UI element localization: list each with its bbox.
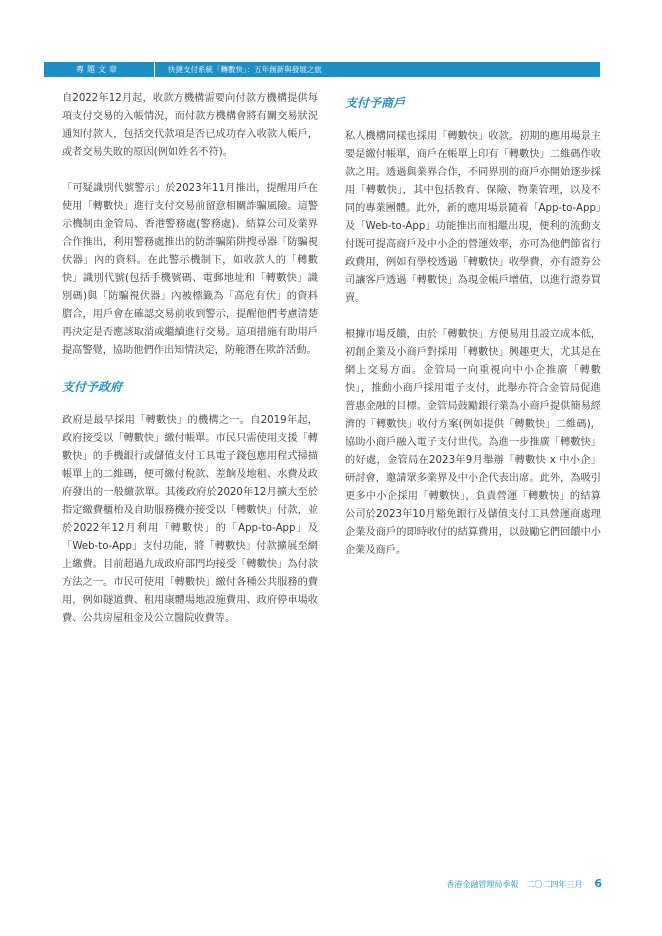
header-article-title: 快捷支付系統「轉數快」：五年創新與發展之旅: [168, 65, 322, 74]
paragraph-suspicious-proxy-alert: 「可疑識別代號警示」於2023年11月推出，提醒用戶在使用「轉數快」進行支付交易前留意相關詐騙風險。這警示機制由金管局、香港警務處(警務處)、結算公司及業界合作推出，利用警務處推出的防詐騙陷阱搜尋器「防騙視伏器」內的資料。在此警示機制下，如收款人的「轉數快」識別代號(包括手機號碼、電郵地址和「轉數快」識別碼)與「防騙視伏器」內被標籤為「高危有伏」的資料脗合，用戶會在確認交易前收到警示，提醒他們考慮清楚再決定是否應該取消或繼續進行交易。這項措施有助用戶提高警覺，協助他們作出知情決定，防範潛在欺詐活動。: [62, 183, 318, 356]
paragraph-government-payments: 政府是最早採用「轉數快」的機構之一。自2019年起，政府接受以「轉數快」繳付帳單。市民只需使用支援「轉數快」的手機銀行或儲值支付工具電子錢包應用程式掃描帳單上的二維碼，便可繳付稅款、差餉及地租、水費及政府發出的一般繳款單。其後政府於2020年12月擴大至於指定繳費櫃枱及自助服務機亦接受以「轉數快」付款，並於2022年12月利用「轉數快」的「App-to-App」及「Web-to-App」支付功能，將「轉數快」付款擴展至網上繳費。目前超過九成政府部門均接受「轉數快」為付款方法之一。市民可使用「轉數快」繳付各種公共服務的費用，例如隧道費、租用康體場地設施費用、政府停車場收費、公共房屋租金及公立醫院收費等。: [62, 415, 318, 624]
paragraph-merchant-adoption: 私人機構同樣也採用「轉數快」收款。初期的應用場景主要是繳付帳單，商戶在帳單上印有「轉數快」二維碼作收款之用。透過與業界合作，不同界別的商戶亦開始逐步採用「轉數快」，其中包括教育、保險、物業管理，以及不同的專業團體。此外，新的應用場景隨着「App-to-App」及「Web-to-App」功能推出而相繼出現，便利的流動支付既可提高商戶及中小企的營運效率，亦可為他們節省行政費用，例如有學校透過「轉數快」收學費，亦有證券公司讓客戶透過「轉數快」為現金帳戶增值，以進行證券買賣。: [345, 131, 601, 304]
paragraph-sme-promotion: 根據市場反饋，由於「轉數快」方便易用且設立成本低，初創企業及小商戶對採用「轉數快」興趣更大，尤其是在網上交易方面。金管局一向重視向中小企推廣「轉數快」，推動小商戶採用電子支付，此舉亦符合金管局促進普惠金融的目標。金管局鼓勵銀行業為小商戶提供簡易經濟的「轉數快」收付方案(例如提供「轉數快」二維碼)，協助小商戶融入電子支付世代。為進一步推廣「轉數快」的好處，金管局在2023年9月舉辦「轉數快 x 中小企」研討會，邀請眾多業界及中小企代表出席。此外，為吸引更多中小企採用「轉數快」，負責營運「轉數快」的結算公司於2023年10月豁免銀行及儲值支付工具營運商處理企業及商戶的即時收付的結算費用，以鼓勵它們回饋中小企業及商戶。: [345, 329, 601, 556]
section-heading-government: 支付予政府: [62, 380, 123, 394]
header-category: 專題文章: [76, 65, 120, 74]
header-divider: [154, 62, 155, 77]
section-heading-merchants: 支付予商戶: [345, 96, 406, 110]
footer-publication: 香港金融管理局季報: [446, 880, 519, 889]
page-number: 6: [594, 877, 602, 890]
paragraph-reporting: 自2022年12月起，收款方機構需要向付款方機構提供每項支付交易的入帳情況，而付款方機構會將有關交易狀況通知付款人，包括交代款項是否已成功存入收款人帳戶，或者交易失敗的原因(例如姓名不符)。: [62, 93, 318, 158]
left-column: [62, 90, 318, 646]
page-footer: [446, 878, 602, 891]
right-column: [345, 90, 601, 578]
header-band: [44, 62, 600, 77]
footer-issue-date: 二〇二四年三月: [526, 880, 583, 889]
